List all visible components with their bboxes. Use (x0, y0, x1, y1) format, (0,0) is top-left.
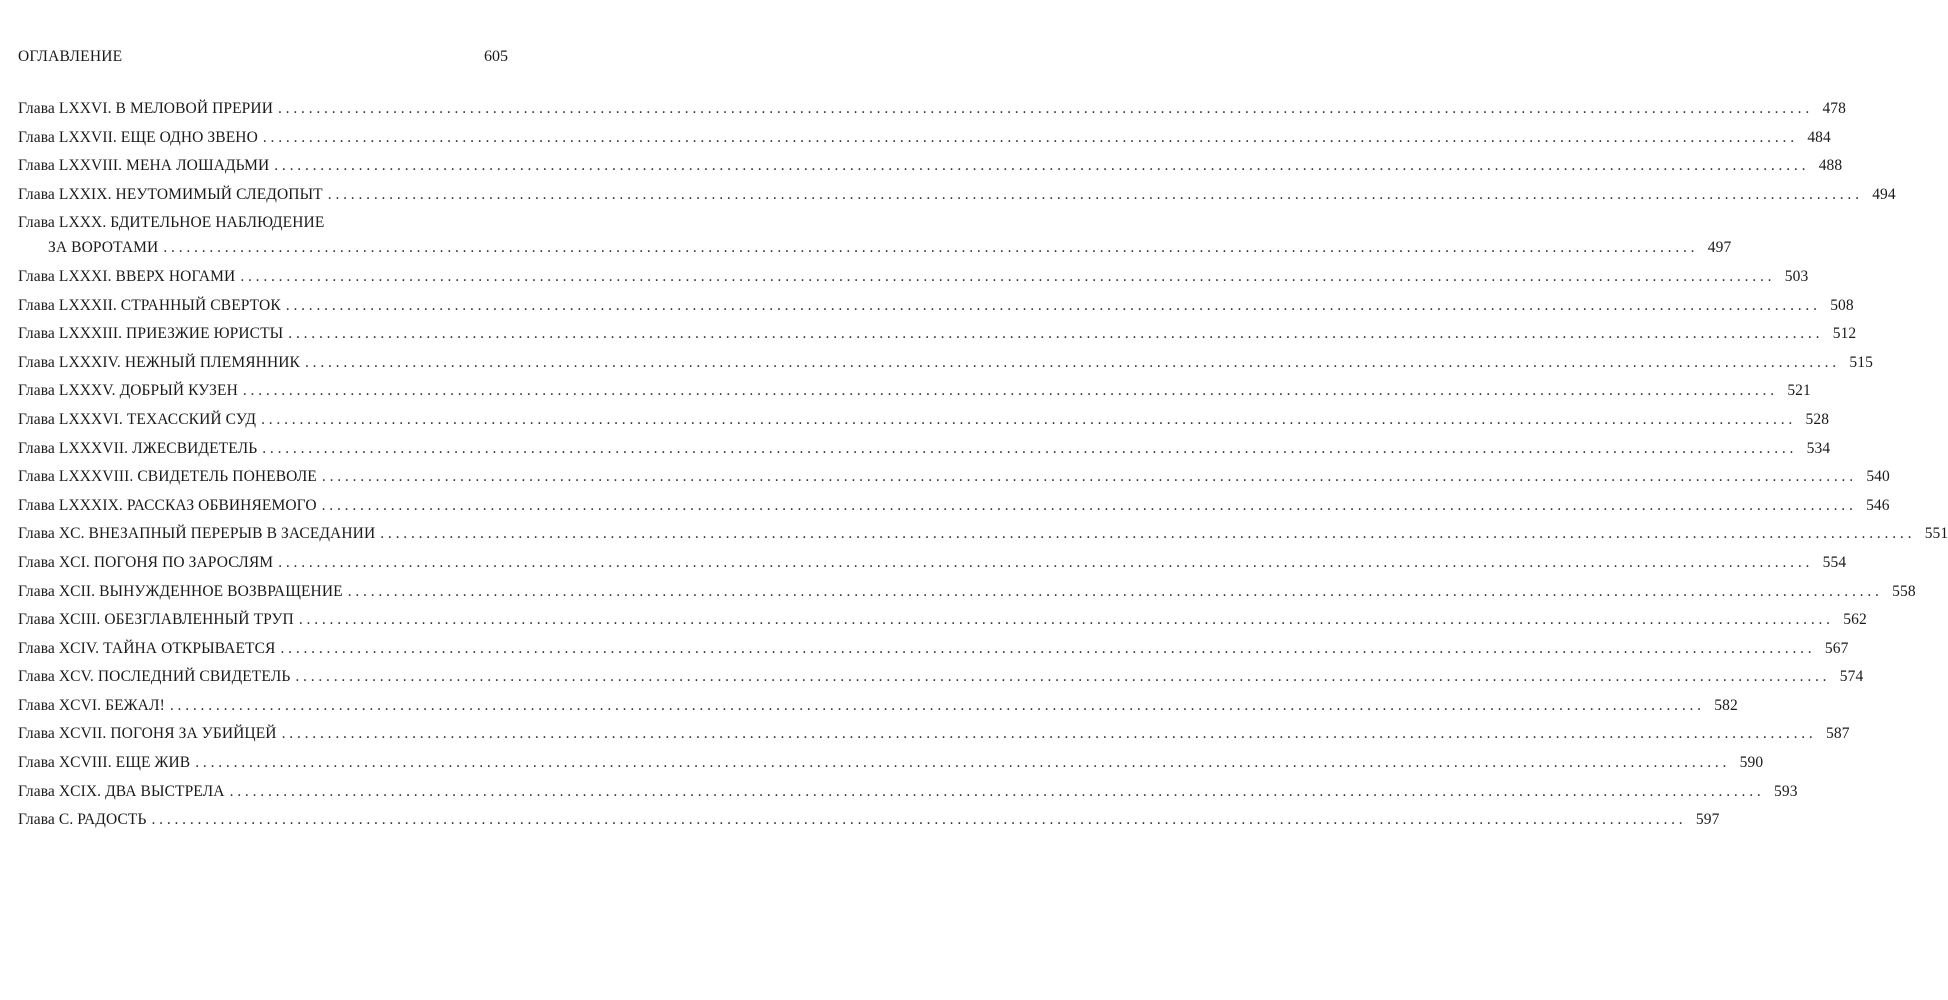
toc-entry-title: Глава XC. ВНЕЗАПНЫЙ ПЕРЕРЫВ В ЗАСЕДАНИИ (18, 525, 376, 543)
toc-entry-page: 484 (1807, 128, 1831, 146)
toc-entry (18, 722, 1850, 743)
toc-entry-title: Глава LXXX. БДИТЕЛЬНОЕ НАБЛЮДЕНИЕ (18, 214, 325, 232)
toc-entry-title: Глава LXXIX. НЕУТОМИМЫЙ СЛЕДОПЫТ (18, 185, 323, 203)
toc-entry-title: Глава XCVIII. ЕЩЕ ЖИВ (18, 754, 191, 772)
toc-entry-page: 551 (1924, 525, 1948, 543)
toc-entry-title: Глава XCI. ПОГОНЯ ПО ЗАРОСЛЯМ (18, 553, 274, 571)
dot-leader: ........................................................................................................................................................................................................ (304, 353, 1840, 371)
dot-leader: ........................................................................................................................................................................................................ (278, 553, 1814, 571)
toc-entry (18, 437, 1831, 458)
toc-entry-title: Глава LXXXIII. ПРИЕЗЖИЕ ЮРИСТЫ (18, 325, 284, 343)
toc-entry-title: Глава LXXXI. ВВЕРХ НОГАМИ (18, 267, 236, 285)
toc-entry-title: Глава С. РАДОСТЬ (18, 811, 147, 829)
toc-entry-page: 478 (1822, 100, 1846, 117)
toc-entry-page: 488 (1818, 157, 1843, 175)
dot-leader: ........................................................................................................................................................................................................ (274, 157, 1810, 175)
toc-entry-page: 546 (1866, 496, 1890, 514)
page-number: 605 (484, 48, 508, 65)
toc-entry-page: 540 (1866, 468, 1890, 486)
toc-entry-page: 558 (1892, 582, 1916, 600)
toc-entry-page: 497 (1707, 239, 1732, 257)
toc-entry-title: Глава LXXXVIII. СВИДЕТЕЛЬ ПОНЕВОЛЕ (18, 468, 317, 486)
toc-entry-page: 515 (1849, 353, 1873, 371)
dot-leader: ........................................................................................................................................................................................................ (151, 811, 1687, 829)
dot-leader: ........................................................................................................................................................................................................ (380, 525, 1916, 543)
dot-leader: ........................................................................................................................................................................................................ (229, 782, 1765, 800)
dot-leader: ........................................................................................................................................................................................................ (261, 410, 1797, 428)
toc-entry (18, 580, 1916, 601)
dot-leader: ........................................................................................................................................................................................................ (327, 185, 1863, 203)
toc-entry-page: 582 (1714, 696, 1738, 714)
dot-leader: ........................................................................................................................................................................................................ (288, 325, 1824, 343)
toc-entry (18, 379, 1811, 400)
toc-entry-page: 574 (1839, 668, 1864, 686)
toc-entry (18, 322, 1857, 343)
toc-entry-page: 512 (1832, 325, 1857, 343)
toc-entry-page: 508 (1830, 296, 1854, 314)
toc-entry (18, 665, 1864, 686)
toc-entry-page: 534 (1806, 439, 1831, 457)
toc-entry (18, 211, 1732, 257)
toc-entry (18, 808, 1720, 829)
dot-leader: ........................................................................................................................................................................................................ (321, 468, 1857, 486)
toc-entry-title: Глава XCV. ПОСЛЕДНИЙ СВИДЕТЕЛЬ (18, 668, 291, 686)
toc-entry-title: Глава LXXVIII. МЕНА ЛОШАДЬМИ (18, 157, 270, 175)
page-header (18, 48, 508, 66)
toc-entry-title: Глава LXXXVI. ТЕХАССКИЙ СУД (18, 410, 257, 428)
toc-entry-page: 587 (1826, 725, 1850, 743)
toc-entry (18, 694, 1738, 715)
toc-entry (18, 494, 1890, 515)
toc-entry-title: Глава XCIII. ОБЕЗГЛАВЛЕННЫЙ ТРУП (18, 611, 294, 629)
toc-entry-title-continued: ЗА ВОРОТАМИ (48, 239, 159, 257)
toc-entry (18, 408, 1830, 429)
toc-entry-page: 567 (1824, 639, 1849, 657)
dot-leader: ........................................................................................................................................................................................................ (295, 668, 1831, 686)
toc-entry-page: 593 (1774, 782, 1798, 800)
toc-entry-title: Глава LXXXIV. НЕЖНЫЙ ПЛЕМЯННИК (18, 353, 300, 371)
toc-entry (18, 465, 1890, 486)
toc-entry-page: 494 (1872, 185, 1896, 203)
toc-entry (18, 294, 1854, 315)
toc-entry-title: Глава LXXVI. В МЕЛОВОЙ ПРЕРИИ (18, 100, 273, 117)
toc-entry-page: 503 (1784, 267, 1809, 285)
toc-entry (18, 351, 1873, 372)
dot-leader: ........................................................................................................................................................................................................ (321, 496, 1857, 514)
dot-leader: ........................................................................................................................................................................................................ (169, 696, 1705, 714)
dot-leader: ........................................................................................................................................................................................................ (242, 382, 1778, 400)
toc-entry-title: Глава XCVII. ПОГОНЯ ЗА УБИЙЦЕЙ (18, 725, 277, 743)
table-of-contents (18, 97, 1948, 837)
toc-entry (18, 97, 1846, 118)
toc-entry (18, 608, 1867, 629)
dot-leader: ........................................................................................................................................................................................................ (280, 639, 1816, 657)
toc-entry (18, 637, 1849, 658)
toc-entry-title: Глава XCIX. ДВА ВЫСТРЕЛА (18, 782, 225, 800)
dot-leader: ........................................................................................................................................................................................................ (281, 725, 1817, 743)
toc-entry-title: Глава LXXXIX. РАССКАЗ ОБВИНЯЕМОГО (18, 496, 317, 514)
dot-leader: ........................................................................................................................................................................................................ (278, 100, 1813, 117)
toc-entry-title: Глава LXXXVII. ЛЖЕСВИДЕТЕЛЬ (18, 439, 258, 457)
page-title: ОГЛАВЛЕНИЕ (18, 48, 123, 65)
dot-leader: ........................................................................................................................................................................................................ (240, 267, 1776, 285)
dot-leader: ........................................................................................................................................................................................................ (262, 439, 1798, 457)
toc-entry (18, 522, 1948, 543)
dot-leader: ........................................................................................................................................................................................................ (285, 296, 1821, 314)
toc-entry-title: Глава XCVI. БЕЖАЛ! (18, 696, 165, 714)
dot-leader: ........................................................................................................................................................................................................ (347, 582, 1883, 600)
toc-entry-page: 554 (1822, 553, 1847, 571)
toc-entry (18, 751, 1764, 772)
dot-leader: ........................................................................................................................................................................................................ (298, 611, 1834, 629)
toc-entry-title: Глава LXXXII. СТРАННЫЙ СВЕРТОК (18, 296, 281, 314)
toc-entry-title: Глава LXXXV. ДОБРЫЙ КУЗЕН (18, 382, 238, 400)
toc-entry-title: Глава XCII. ВЫНУЖДЕННОЕ ВОЗВРАЩЕНИЕ (18, 582, 343, 600)
toc-entry (18, 183, 1896, 204)
dot-leader: ........................................................................................................................................................................................................ (262, 128, 1798, 146)
toc-entry-page: 521 (1787, 382, 1811, 400)
toc-entry-title: Глава LXXVII. ЕЩЕ ОДНО ЗВЕНО (18, 128, 258, 146)
toc-entry-page: 590 (1739, 754, 1764, 772)
toc-entry (18, 551, 1847, 572)
toc-entry (18, 780, 1798, 801)
toc-entry-page: 528 (1805, 410, 1830, 428)
dot-leader: ........................................................................................................................................................................................................ (163, 239, 1699, 257)
toc-entry-page: 597 (1695, 811, 1720, 829)
toc-entry (18, 154, 1843, 175)
toc-entry (18, 126, 1831, 147)
toc-entry (18, 265, 1809, 286)
toc-entry-page: 562 (1843, 611, 1867, 629)
dot-leader: ........................................................................................................................................................................................................ (195, 754, 1731, 772)
toc-entry-title: Глава XCIV. ТАЙНА ОТКРЫВАЕТСЯ (18, 639, 276, 657)
